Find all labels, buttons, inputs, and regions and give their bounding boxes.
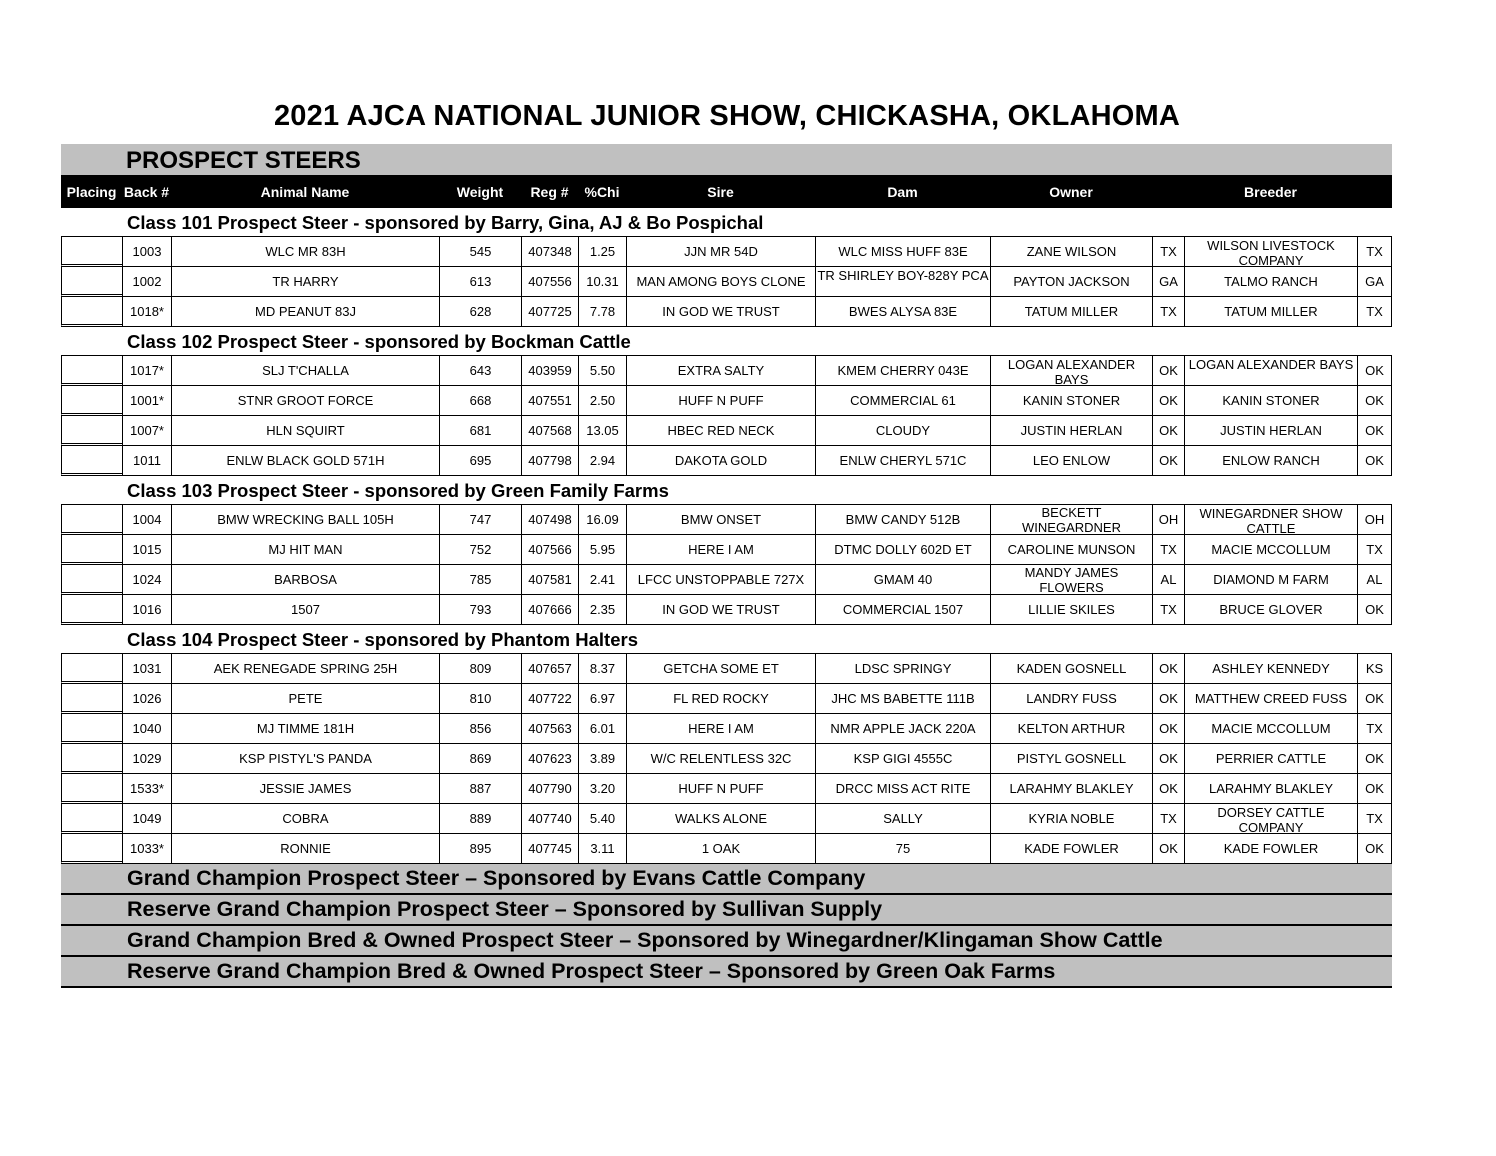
weight-cell: 747 xyxy=(439,505,521,535)
percent-chi-cell: 6.97 xyxy=(578,684,626,714)
class-rows xyxy=(61,653,1392,864)
table-row xyxy=(61,744,1392,774)
breeder-cell: ASHLEY KENNEDY xyxy=(1184,654,1357,684)
class-rows xyxy=(61,236,1392,327)
sire-cell: LFCC UNSTOPPABLE 727X xyxy=(626,565,815,595)
dam-cell: COMMERCIAL 61 xyxy=(815,386,990,416)
breeder-state-cell: OK xyxy=(1357,595,1392,625)
dam-cell: LDSC SPRINGY xyxy=(815,654,990,684)
class-title: Class 102 Prospect Steer - sponsored by Bockman Cattle xyxy=(127,331,631,352)
reg-number-cell: 407745 xyxy=(521,834,578,864)
class-rows xyxy=(61,355,1392,476)
percent-chi-cell: 5.50 xyxy=(578,356,626,386)
animal-name-cell: BARBOSA xyxy=(171,565,439,595)
col-dam: Dam xyxy=(887,183,918,200)
animal-name-cell: BMW WRECKING BALL 105H xyxy=(171,505,439,535)
class-rows xyxy=(61,504,1392,625)
reg-number-cell: 407666 xyxy=(521,595,578,625)
weight-cell: 895 xyxy=(439,834,521,864)
back-number-cell: 1533* xyxy=(122,774,171,804)
owner-state-cell: OK xyxy=(1152,774,1184,804)
breeder-cell: MACIE MCCOLLUM xyxy=(1184,535,1357,565)
percent-chi-cell: 10.31 xyxy=(578,267,626,297)
table-row xyxy=(61,386,1392,416)
placing-cell[interactable] xyxy=(61,356,122,386)
table-row xyxy=(61,834,1392,864)
percent-chi-cell: 3.89 xyxy=(578,744,626,774)
placing-cell[interactable] xyxy=(61,684,122,714)
placing-cell[interactable] xyxy=(61,565,122,595)
weight-cell: 869 xyxy=(439,744,521,774)
breeder-state-cell: TX xyxy=(1357,804,1392,834)
breeder-state-cell: TX xyxy=(1357,237,1392,267)
breeder-cell: TATUM MILLER xyxy=(1184,297,1357,327)
breeder-state-cell: OK xyxy=(1357,416,1392,446)
section-title: PROSPECT STEERS xyxy=(61,144,1392,175)
back-number-cell: 1018* xyxy=(122,297,171,327)
col-chi: %Chi xyxy=(584,183,620,200)
animal-name-cell: WLC MR 83H xyxy=(171,237,439,267)
table-row xyxy=(61,267,1392,297)
table-row xyxy=(61,565,1392,595)
breeder-cell: MACIE MCCOLLUM xyxy=(1184,714,1357,744)
percent-chi-cell: 16.09 xyxy=(578,505,626,535)
owner-cell: TATUM MILLER xyxy=(990,297,1152,327)
animal-name-cell: 1507 xyxy=(171,595,439,625)
placing-cell[interactable] xyxy=(61,834,122,864)
owner-state-cell: GA xyxy=(1152,267,1184,297)
sire-cell: GETCHA SOME ET xyxy=(626,654,815,684)
table-row xyxy=(61,684,1392,714)
classes-container xyxy=(61,208,1392,864)
breeder-cell: WINEGARDNER SHOW CATTLE xyxy=(1184,505,1357,535)
table-row xyxy=(61,505,1392,535)
col-breeder-state xyxy=(1357,175,1392,208)
placing-cell[interactable] xyxy=(61,446,122,476)
breeder-state-cell: OK xyxy=(1357,774,1392,804)
owner-state-cell: TX xyxy=(1152,535,1184,565)
dam-cell: KMEM CHERRY 043E xyxy=(815,356,990,386)
owner-cell: PISTYL GOSNELL xyxy=(990,744,1152,774)
reg-number-cell: 407740 xyxy=(521,804,578,834)
animal-name-cell: STNR GROOT FORCE xyxy=(171,386,439,416)
sire-cell: BMW ONSET xyxy=(626,505,815,535)
weight-cell: 613 xyxy=(439,267,521,297)
animal-name-cell: COBRA xyxy=(171,804,439,834)
sire-cell: EXTRA SALTY xyxy=(626,356,815,386)
breeder-cell: KANIN STONER xyxy=(1184,386,1357,416)
page-title: 2021 AJCA NATIONAL JUNIOR SHOW, CHICKASHA, OKLAHOMA xyxy=(273,100,1181,132)
sire-cell: HBEC RED NECK xyxy=(626,416,815,446)
sire-cell: HERE I AM xyxy=(626,535,815,565)
owner-state-cell: OK xyxy=(1152,446,1184,476)
back-number-cell: 1031 xyxy=(122,654,171,684)
reg-number-cell: 407657 xyxy=(521,654,578,684)
percent-chi-cell: 2.41 xyxy=(578,565,626,595)
table-row xyxy=(61,595,1392,625)
breeder-state-cell: OK xyxy=(1357,744,1392,774)
placing-cell[interactable] xyxy=(61,744,122,774)
owner-state-cell: TX xyxy=(1152,804,1184,834)
back-number-cell: 1026 xyxy=(122,684,171,714)
weight-cell: 681 xyxy=(439,416,521,446)
reg-number-cell: 403959 xyxy=(521,356,578,386)
owner-state-cell: OK xyxy=(1152,744,1184,774)
award-bar: Reserve Grand Champion Prospect Steer – Sponsored by Sullivan Supply xyxy=(61,895,1392,926)
animal-name-cell: HLN SQUIRT xyxy=(171,416,439,446)
percent-chi-cell: 5.40 xyxy=(578,804,626,834)
owner-cell: KADEN GOSNELL xyxy=(990,654,1152,684)
sire-cell: MAN AMONG BOYS CLONE xyxy=(626,267,815,297)
reg-number-cell: 407725 xyxy=(521,297,578,327)
class-title: Class 103 Prospect Steer - sponsored by Green Family Farms xyxy=(127,480,669,501)
owner-state-cell: OK xyxy=(1152,356,1184,386)
dam-cell: GMAM 40 xyxy=(815,565,990,595)
back-number-cell: 1015 xyxy=(122,535,171,565)
weight-cell: 856 xyxy=(439,714,521,744)
reg-number-cell: 407798 xyxy=(521,446,578,476)
breeder-cell: KADE FOWLER xyxy=(1184,834,1357,864)
reg-number-cell: 407348 xyxy=(521,237,578,267)
col-reg: Reg # xyxy=(530,183,569,200)
percent-chi-cell: 7.78 xyxy=(578,297,626,327)
table-row xyxy=(61,774,1392,804)
weight-cell: 643 xyxy=(439,356,521,386)
table-row xyxy=(61,416,1392,446)
back-number-cell: 1003 xyxy=(122,237,171,267)
dam-cell: KSP GIGI 4555C xyxy=(815,744,990,774)
weight-cell: 889 xyxy=(439,804,521,834)
owner-cell: LOGAN ALEXANDER BAYS xyxy=(990,356,1152,386)
dam-cell: JHC MS BABETTE 111B xyxy=(815,684,990,714)
breeder-state-cell: OK xyxy=(1357,386,1392,416)
award-bar: Reserve Grand Champion Bred & Owned Prospect Steer – Sponsored by Green Oak Farms xyxy=(61,957,1392,988)
col-weight: Weight xyxy=(456,183,504,200)
breeder-state-cell: TX xyxy=(1357,535,1392,565)
weight-cell: 785 xyxy=(439,565,521,595)
sire-cell: HUFF N PUFF xyxy=(626,386,815,416)
weight-cell: 668 xyxy=(439,386,521,416)
weight-cell: 793 xyxy=(439,595,521,625)
back-number-cell: 1016 xyxy=(122,595,171,625)
reg-number-cell: 407498 xyxy=(521,505,578,535)
placing-cell[interactable] xyxy=(61,595,122,625)
weight-cell: 628 xyxy=(439,297,521,327)
breeder-state-cell: OK xyxy=(1357,446,1392,476)
placing-cell[interactable] xyxy=(61,654,122,684)
dam-cell: DTMC DOLLY 602D ET xyxy=(815,535,990,565)
dam-cell: CLOUDY xyxy=(815,416,990,446)
placing-cell[interactable] xyxy=(61,267,122,297)
reg-number-cell: 407790 xyxy=(521,774,578,804)
award-bar: Grand Champion Bred & Owned Prospect Steer – Sponsored by Winegardner/Klingaman Show Cattle xyxy=(61,926,1392,957)
back-number-cell: 1002 xyxy=(122,267,171,297)
animal-name-cell: MJ TIMME 181H xyxy=(171,714,439,744)
dam-cell: BMW CANDY 512B xyxy=(815,505,990,535)
col-breeder: Breeder xyxy=(1244,183,1297,200)
animal-name-cell: ENLW BLACK GOLD 571H xyxy=(171,446,439,476)
column-header-row xyxy=(61,175,1392,208)
owner-cell: LEO ENLOW xyxy=(990,446,1152,476)
back-number-cell: 1024 xyxy=(122,565,171,595)
breeder-state-cell: GA xyxy=(1357,267,1392,297)
dam-cell: SALLY xyxy=(815,804,990,834)
owner-cell: BECKETT WINEGARDNER xyxy=(990,505,1152,535)
percent-chi-cell: 3.20 xyxy=(578,774,626,804)
animal-name-cell: KSP PISTYL'S PANDA xyxy=(171,744,439,774)
percent-chi-cell: 2.50 xyxy=(578,386,626,416)
animal-name-cell: RONNIE xyxy=(171,834,439,864)
owner-state-cell: OK xyxy=(1152,684,1184,714)
back-number-cell: 1029 xyxy=(122,744,171,774)
dam-cell: ENLW CHERYL 571C xyxy=(815,446,990,476)
reg-number-cell: 407556 xyxy=(521,267,578,297)
animal-name-cell: PETE xyxy=(171,684,439,714)
weight-cell: 752 xyxy=(439,535,521,565)
weight-cell: 810 xyxy=(439,684,521,714)
animal-name-cell: SLJ T'CHALLA xyxy=(171,356,439,386)
table-row xyxy=(61,714,1392,744)
owner-state-cell: TX xyxy=(1152,595,1184,625)
percent-chi-cell: 3.11 xyxy=(578,834,626,864)
percent-chi-cell: 2.35 xyxy=(578,595,626,625)
owner-cell: CAROLINE MUNSON xyxy=(990,535,1152,565)
breeder-cell: LARAHMY BLAKLEY xyxy=(1184,774,1357,804)
class-title: Class 101 Prospect Steer - sponsored by Barry, Gina, AJ & Bo Pospichal xyxy=(127,212,764,233)
owner-cell: JUSTIN HERLAN xyxy=(990,416,1152,446)
breeder-cell: DIAMOND M FARM xyxy=(1184,565,1357,595)
breeder-state-cell: KS xyxy=(1357,654,1392,684)
award-bar: Grand Champion Prospect Steer – Sponsored by Evans Cattle Company xyxy=(61,864,1392,895)
owner-cell: KANIN STONER xyxy=(990,386,1152,416)
breeder-cell: BRUCE GLOVER xyxy=(1184,595,1357,625)
col-owner-state xyxy=(1152,175,1184,208)
breeder-cell: MATTHEW CREED FUSS xyxy=(1184,684,1357,714)
back-number-cell: 1011 xyxy=(122,446,171,476)
owner-state-cell: OK xyxy=(1152,654,1184,684)
breeder-cell: TALMO RANCH xyxy=(1184,267,1357,297)
dam-cell: 75 xyxy=(815,834,990,864)
owner-state-cell: OH xyxy=(1152,505,1184,535)
percent-chi-cell: 5.95 xyxy=(578,535,626,565)
weight-cell: 545 xyxy=(439,237,521,267)
breeder-state-cell: OK xyxy=(1357,356,1392,386)
percent-chi-cell: 2.94 xyxy=(578,446,626,476)
breeder-state-cell: TX xyxy=(1357,714,1392,744)
back-number-cell: 1040 xyxy=(122,714,171,744)
owner-cell: ZANE WILSON xyxy=(990,237,1152,267)
breeder-cell: ENLOW RANCH xyxy=(1184,446,1357,476)
animal-name-cell: MD PEANUT 83J xyxy=(171,297,439,327)
owner-cell: LARAHMY BLAKLEY xyxy=(990,774,1152,804)
sire-cell: HUFF N PUFF xyxy=(626,774,815,804)
reg-number-cell: 407566 xyxy=(521,535,578,565)
placing-cell[interactable] xyxy=(61,416,122,446)
sire-cell: 1 OAK xyxy=(626,834,815,864)
awards-container xyxy=(61,864,1392,988)
owner-cell: LILLIE SKILES xyxy=(990,595,1152,625)
back-number-cell: 1001* xyxy=(122,386,171,416)
dam-cell: NMR APPLE JACK 220A xyxy=(815,714,990,744)
breeder-state-cell: AL xyxy=(1357,565,1392,595)
reg-number-cell: 407722 xyxy=(521,684,578,714)
sire-cell: WALKS ALONE xyxy=(626,804,815,834)
owner-state-cell: TX xyxy=(1152,237,1184,267)
owner-state-cell: AL xyxy=(1152,565,1184,595)
weight-cell: 695 xyxy=(439,446,521,476)
table-row xyxy=(61,535,1392,565)
sire-cell: JJN MR 54D xyxy=(626,237,815,267)
owner-cell: PAYTON JACKSON xyxy=(990,267,1152,297)
weight-cell: 887 xyxy=(439,774,521,804)
animal-name-cell: JESSIE JAMES xyxy=(171,774,439,804)
breeder-state-cell: OK xyxy=(1357,684,1392,714)
breeder-cell: LOGAN ALEXANDER BAYS xyxy=(1184,356,1357,386)
percent-chi-cell: 8.37 xyxy=(578,654,626,684)
table-row xyxy=(61,804,1392,834)
breeder-cell: DORSEY CATTLE COMPANY xyxy=(1184,804,1357,834)
reg-number-cell: 407568 xyxy=(521,416,578,446)
dam-cell: TR SHIRLEY BOY-828Y PCA xyxy=(815,267,990,297)
dam-cell: COMMERCIAL 1507 xyxy=(815,595,990,625)
col-animal-name: Animal Name xyxy=(260,183,350,200)
col-placing: Placing xyxy=(66,183,117,200)
sire-cell: FL RED ROCKY xyxy=(626,684,815,714)
class-title: Class 104 Prospect Steer - sponsored by Phantom Halters xyxy=(127,629,638,650)
owner-state-cell: OK xyxy=(1152,416,1184,446)
sire-cell: DAKOTA GOLD xyxy=(626,446,815,476)
reg-number-cell: 407623 xyxy=(521,744,578,774)
back-number-cell: 1004 xyxy=(122,505,171,535)
breeder-cell: JUSTIN HERLAN xyxy=(1184,416,1357,446)
percent-chi-cell: 6.01 xyxy=(578,714,626,744)
dam-cell: WLC MISS HUFF 83E xyxy=(815,237,990,267)
dam-cell: BWES ALYSA 83E xyxy=(815,297,990,327)
reg-number-cell: 407551 xyxy=(521,386,578,416)
back-number-cell: 1007* xyxy=(122,416,171,446)
col-sire: Sire xyxy=(707,183,734,200)
table-row xyxy=(61,654,1392,684)
sire-cell: W/C RELENTLESS 32C xyxy=(626,744,815,774)
table-row xyxy=(61,297,1392,327)
breeder-state-cell: OK xyxy=(1357,834,1392,864)
animal-name-cell: MJ HIT MAN xyxy=(171,535,439,565)
placing-cell[interactable] xyxy=(61,774,122,804)
owner-cell: MANDY JAMES FLOWERS xyxy=(990,565,1152,595)
owner-cell: KYRIA NOBLE xyxy=(990,804,1152,834)
back-number-cell: 1033* xyxy=(122,834,171,864)
percent-chi-cell: 13.05 xyxy=(578,416,626,446)
breeder-cell: WILSON LIVESTOCK COMPANY xyxy=(1184,237,1357,267)
breeder-state-cell: TX xyxy=(1357,297,1392,327)
back-number-cell: 1049 xyxy=(122,804,171,834)
breeder-cell: PERRIER CATTLE xyxy=(1184,744,1357,774)
table-row xyxy=(61,237,1392,267)
weight-cell: 809 xyxy=(439,654,521,684)
table-row xyxy=(61,446,1392,476)
placing-cell[interactable] xyxy=(61,714,122,744)
sire-cell: IN GOD WE TRUST xyxy=(626,297,815,327)
owner-cell: LANDRY FUSS xyxy=(990,684,1152,714)
animal-name-cell: TR HARRY xyxy=(171,267,439,297)
placing-cell[interactable] xyxy=(61,386,122,416)
back-number-cell: 1017* xyxy=(122,356,171,386)
col-owner: Owner xyxy=(1049,183,1093,200)
placing-cell[interactable] xyxy=(61,535,122,565)
dam-cell: DRCC MISS ACT RITE xyxy=(815,774,990,804)
owner-state-cell: OK xyxy=(1152,834,1184,864)
owner-cell: KADE FOWLER xyxy=(990,834,1152,864)
placing-cell[interactable] xyxy=(61,237,122,267)
placing-cell[interactable] xyxy=(61,297,122,327)
animal-name-cell: AEK RENEGADE SPRING 25H xyxy=(171,654,439,684)
sire-cell: HERE I AM xyxy=(626,714,815,744)
results-sheet xyxy=(61,144,1392,988)
placing-cell[interactable] xyxy=(61,804,122,834)
reg-number-cell: 407563 xyxy=(521,714,578,744)
sire-cell: IN GOD WE TRUST xyxy=(626,595,815,625)
placing-cell[interactable] xyxy=(61,505,122,535)
percent-chi-cell: 1.25 xyxy=(578,237,626,267)
owner-state-cell: TX xyxy=(1152,297,1184,327)
owner-cell: KELTON ARTHUR xyxy=(990,714,1152,744)
reg-number-cell: 407581 xyxy=(521,565,578,595)
owner-state-cell: OK xyxy=(1152,386,1184,416)
col-back: Back # xyxy=(123,183,170,200)
table-row xyxy=(61,356,1392,386)
owner-state-cell: OK xyxy=(1152,714,1184,744)
breeder-state-cell: OH xyxy=(1357,505,1392,535)
